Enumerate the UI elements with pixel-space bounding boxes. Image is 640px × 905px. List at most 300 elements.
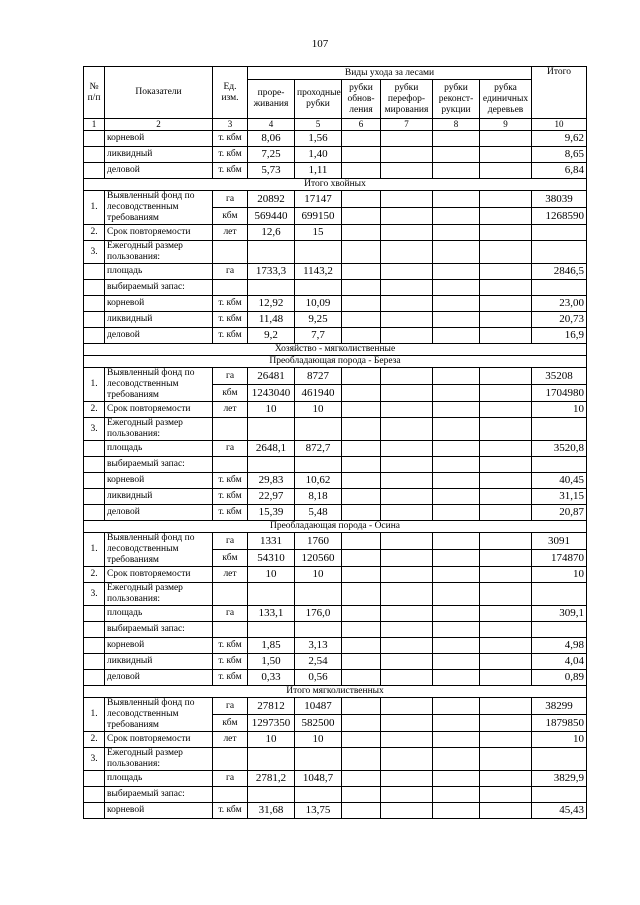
unit-cell: га — [213, 441, 248, 457]
row-label: Ежегодный размер пользования: — [105, 241, 213, 264]
unit-cell — [213, 787, 248, 803]
row-label: Выявленный фонд по лесоводственным требованиям — [105, 698, 213, 732]
table-row — [84, 670, 587, 686]
empty-cell — [433, 418, 480, 441]
passage-cut-value: 1,56 — [295, 131, 342, 147]
empty-cell — [480, 622, 532, 638]
total-value: 10 — [532, 402, 587, 418]
empty-cell — [433, 698, 480, 715]
table-row — [84, 264, 587, 280]
row-number — [84, 606, 105, 622]
empty-cell — [381, 670, 433, 686]
empty-cell — [381, 131, 433, 147]
section-heading: Итого хвойных — [84, 179, 587, 191]
fund-row — [84, 368, 587, 385]
passage-cut-value: 10,62 — [295, 473, 342, 489]
passage-cut-value: 2,54 — [295, 654, 342, 670]
thinning-value: 29,83 — [248, 473, 295, 489]
empty-cell — [342, 312, 381, 328]
empty-cell — [433, 163, 480, 179]
thinning-value: 8,06 — [248, 131, 295, 147]
empty-cell — [381, 328, 433, 344]
sub-header-reconstruction-cut: рубки реконст-рукции — [433, 80, 480, 119]
passage-cut-value: 0,56 — [295, 670, 342, 686]
unit-cell — [213, 280, 248, 296]
col-number: 3 — [213, 119, 248, 131]
table-row — [84, 147, 587, 163]
row-number — [84, 803, 105, 819]
empty-cell — [433, 748, 480, 771]
total-value: 0,89 — [532, 670, 587, 686]
empty-cell — [480, 402, 532, 418]
row-label: Ежегодный размер пользования: — [105, 748, 213, 771]
row-label: выбираемый запас: — [105, 787, 213, 803]
passage-cut-value: 5,48 — [295, 505, 342, 521]
thinning-value: 1,85 — [248, 638, 295, 654]
empty-cell — [480, 225, 532, 241]
thinning-value: 0,33 — [248, 670, 295, 686]
total-value: 23,00 — [532, 296, 587, 312]
col-number: 1 — [84, 119, 105, 131]
thinning-value: 2781,2 — [248, 771, 295, 787]
empty-cell — [381, 533, 433, 550]
empty-cell — [381, 296, 433, 312]
empty-cell — [480, 715, 532, 732]
empty-cell — [480, 489, 532, 505]
row-number — [84, 489, 105, 505]
row-number: 2. — [84, 567, 105, 583]
row-label: выбираемый запас: — [105, 280, 213, 296]
empty-cell — [381, 312, 433, 328]
row-label: выбираемый запас: — [105, 622, 213, 638]
empty-cell — [480, 698, 532, 715]
empty-cell — [342, 505, 381, 521]
row-number: 1. — [84, 368, 105, 402]
empty-cell — [433, 473, 480, 489]
empty-cell — [381, 402, 433, 418]
table-row — [84, 489, 587, 505]
row-label: площадь — [105, 264, 213, 280]
empty-cell — [532, 418, 587, 441]
empty-cell — [433, 264, 480, 280]
row-number: 3. — [84, 241, 105, 264]
empty-cell — [248, 418, 295, 441]
col-num-header: № п/п — [84, 67, 105, 119]
empty-cell — [342, 208, 381, 225]
column-numbers-row — [84, 119, 587, 131]
passage-cut-value: 8727 — [295, 368, 342, 385]
table-row — [84, 473, 587, 489]
table-row — [84, 328, 587, 344]
section-heading-row — [84, 686, 587, 698]
table-row — [84, 241, 587, 264]
total-value: 4,04 — [532, 654, 587, 670]
empty-cell — [342, 163, 381, 179]
unit-cell: т. кбм — [213, 296, 248, 312]
empty-cell — [480, 606, 532, 622]
row-number: 2. — [84, 732, 105, 748]
row-label: Выявленный фонд по лесоводственным требованиям — [105, 368, 213, 402]
empty-cell — [433, 732, 480, 748]
table-row — [84, 654, 587, 670]
thinning-value: 1331 — [248, 533, 295, 550]
empty-cell — [342, 698, 381, 715]
col-number: 6 — [342, 119, 381, 131]
empty-cell — [342, 441, 381, 457]
section-heading-row — [84, 521, 587, 533]
thinning-value: 26481 — [248, 368, 295, 385]
empty-cell — [480, 771, 532, 787]
empty-cell — [480, 533, 532, 550]
table-row — [84, 787, 587, 803]
row-number — [84, 473, 105, 489]
empty-cell — [342, 147, 381, 163]
empty-cell — [433, 312, 480, 328]
total-value — [532, 787, 587, 803]
total-value: 38039 — [532, 191, 587, 208]
empty-cell — [480, 457, 532, 473]
unit-cell: т. кбм — [213, 131, 248, 147]
empty-cell — [342, 402, 381, 418]
thinning-value: 20892 — [248, 191, 295, 208]
empty-cell — [295, 418, 342, 441]
row-number — [84, 264, 105, 280]
passage-cut-value — [295, 457, 342, 473]
empty-cell — [433, 654, 480, 670]
empty-cell — [213, 583, 248, 606]
thinning-value: 5,73 — [248, 163, 295, 179]
unit-cell: кбм — [213, 208, 248, 225]
thinning-value: 54310 — [248, 550, 295, 567]
empty-cell — [433, 622, 480, 638]
unit-cell: га — [213, 368, 248, 385]
section-heading: Хозяйство - мягколиственные — [84, 344, 587, 356]
table-row — [84, 418, 587, 441]
empty-cell — [433, 457, 480, 473]
empty-cell — [381, 567, 433, 583]
thinning-value: 1243040 — [248, 385, 295, 402]
empty-cell — [433, 505, 480, 521]
empty-cell — [342, 473, 381, 489]
unit-cell: га — [213, 606, 248, 622]
unit-cell: т. кбм — [213, 505, 248, 521]
thinning-value: 10 — [248, 732, 295, 748]
empty-cell — [480, 787, 532, 803]
empty-cell — [295, 748, 342, 771]
empty-cell — [381, 771, 433, 787]
total-value — [532, 622, 587, 638]
total-value: 45,43 — [532, 803, 587, 819]
table-row — [84, 803, 587, 819]
sub-header-reform-cut: рубки перефор-мирования — [381, 80, 433, 119]
thinning-value: 1297350 — [248, 715, 295, 732]
empty-cell — [381, 473, 433, 489]
passage-cut-value: 13,75 — [295, 803, 342, 819]
empty-cell — [381, 147, 433, 163]
empty-cell — [381, 225, 433, 241]
thinning-value: 12,92 — [248, 296, 295, 312]
col-number: 10 — [532, 119, 587, 131]
row-label: ликвидный — [105, 654, 213, 670]
table-row — [84, 505, 587, 521]
total-value: 2846,5 — [532, 264, 587, 280]
empty-cell — [480, 418, 532, 441]
empty-cell — [381, 803, 433, 819]
passage-cut-value: 120560 — [295, 550, 342, 567]
thinning-value: 12,6 — [248, 225, 295, 241]
row-number — [84, 441, 105, 457]
thinning-value — [248, 622, 295, 638]
empty-cell — [532, 241, 587, 264]
section-heading-row — [84, 344, 587, 356]
row-label: деловой — [105, 163, 213, 179]
thinning-value: 27812 — [248, 698, 295, 715]
table-row — [84, 131, 587, 147]
empty-cell — [248, 241, 295, 264]
total-value: 10 — [532, 732, 587, 748]
row-number: 2. — [84, 402, 105, 418]
empty-cell — [480, 208, 532, 225]
empty-cell — [381, 489, 433, 505]
empty-cell — [480, 241, 532, 264]
row-number: 3. — [84, 748, 105, 771]
row-label: корневой — [105, 131, 213, 147]
table-row — [84, 771, 587, 787]
total-value: 4,98 — [532, 638, 587, 654]
row-label: Выявленный фонд по лесоводственным требованиям — [105, 191, 213, 225]
total-value: 1268590 — [532, 208, 587, 225]
empty-cell — [480, 264, 532, 280]
empty-cell — [381, 715, 433, 732]
row-number: 3. — [84, 418, 105, 441]
empty-cell — [532, 748, 587, 771]
empty-cell — [342, 533, 381, 550]
table-row — [84, 225, 587, 241]
empty-cell — [342, 638, 381, 654]
empty-cell — [532, 583, 587, 606]
empty-cell — [381, 505, 433, 521]
empty-cell — [480, 280, 532, 296]
thinning-value — [248, 787, 295, 803]
row-label: площадь — [105, 771, 213, 787]
section-heading-row — [84, 179, 587, 191]
passage-cut-value: 1,11 — [295, 163, 342, 179]
empty-cell — [342, 131, 381, 147]
empty-cell — [433, 638, 480, 654]
col-number: 2 — [105, 119, 213, 131]
empty-cell — [381, 787, 433, 803]
empty-cell — [433, 550, 480, 567]
passage-cut-value: 7,7 — [295, 328, 342, 344]
empty-cell — [480, 638, 532, 654]
empty-cell — [381, 698, 433, 715]
empty-cell — [480, 191, 532, 208]
empty-cell — [433, 225, 480, 241]
table-row — [84, 732, 587, 748]
table-row — [84, 312, 587, 328]
table-row — [84, 457, 587, 473]
unit-cell: кбм — [213, 550, 248, 567]
row-label: площадь — [105, 606, 213, 622]
empty-cell — [248, 748, 295, 771]
thinning-value: 10 — [248, 567, 295, 583]
empty-cell — [480, 583, 532, 606]
table-row — [84, 622, 587, 638]
row-label: Срок повторяемости — [105, 732, 213, 748]
total-value: 16,9 — [532, 328, 587, 344]
thinning-value: 133,1 — [248, 606, 295, 622]
empty-cell — [342, 368, 381, 385]
table-row — [84, 606, 587, 622]
empty-cell — [342, 567, 381, 583]
row-number: 1. — [84, 698, 105, 732]
empty-cell — [342, 264, 381, 280]
empty-cell — [342, 280, 381, 296]
empty-cell — [381, 264, 433, 280]
sub-header-thinning: проре-живания — [248, 80, 295, 119]
empty-cell — [342, 803, 381, 819]
section-heading: Преобладающая порода - Осина — [84, 521, 587, 533]
empty-cell — [480, 328, 532, 344]
row-label: корневой — [105, 803, 213, 819]
passage-cut-value: 15 — [295, 225, 342, 241]
unit-cell: лет — [213, 402, 248, 418]
empty-cell — [381, 208, 433, 225]
forest-care-table — [83, 66, 587, 819]
row-label: Срок повторяемости — [105, 225, 213, 241]
thinning-value: 7,25 — [248, 147, 295, 163]
empty-cell — [381, 732, 433, 748]
col-number: 7 — [381, 119, 433, 131]
section-heading: Итого мягколиственных — [84, 686, 587, 698]
thinning-value: 31,68 — [248, 803, 295, 819]
empty-cell — [381, 191, 433, 208]
row-number — [84, 328, 105, 344]
total-value: 31,15 — [532, 489, 587, 505]
row-number — [84, 638, 105, 654]
empty-cell — [480, 368, 532, 385]
total-value: 20,87 — [532, 505, 587, 521]
unit-cell: кбм — [213, 385, 248, 402]
total-value: 6,84 — [532, 163, 587, 179]
empty-cell — [480, 654, 532, 670]
row-label: Срок повторяемости — [105, 567, 213, 583]
col-number: 8 — [433, 119, 480, 131]
empty-cell — [433, 441, 480, 457]
unit-cell: т. кбм — [213, 654, 248, 670]
empty-cell — [342, 328, 381, 344]
unit-cell: т. кбм — [213, 803, 248, 819]
empty-cell — [433, 567, 480, 583]
row-number: 1. — [84, 191, 105, 225]
empty-cell — [433, 385, 480, 402]
empty-cell — [480, 441, 532, 457]
total-value: 38299 — [532, 698, 587, 715]
empty-cell — [433, 296, 480, 312]
row-label: ликвидный — [105, 147, 213, 163]
passage-cut-value: 582500 — [295, 715, 342, 732]
empty-cell — [342, 732, 381, 748]
row-number: 1. — [84, 533, 105, 567]
row-label: корневой — [105, 473, 213, 489]
unit-cell: га — [213, 533, 248, 550]
row-number — [84, 312, 105, 328]
row-number — [84, 787, 105, 803]
row-number: 3. — [84, 583, 105, 606]
empty-cell — [433, 328, 480, 344]
empty-cell — [433, 280, 480, 296]
empty-cell — [433, 241, 480, 264]
row-label: Срок повторяемости — [105, 402, 213, 418]
unit-cell: кбм — [213, 715, 248, 732]
unit-cell: лет — [213, 732, 248, 748]
empty-cell — [381, 368, 433, 385]
empty-cell — [480, 748, 532, 771]
passage-cut-value: 10487 — [295, 698, 342, 715]
header-row — [84, 67, 587, 80]
row-number — [84, 457, 105, 473]
empty-cell — [342, 457, 381, 473]
row-number — [84, 771, 105, 787]
unit-cell: т. кбм — [213, 670, 248, 686]
row-label: Ежегодный размер пользования: — [105, 583, 213, 606]
empty-cell — [433, 208, 480, 225]
empty-cell — [433, 131, 480, 147]
empty-cell — [480, 147, 532, 163]
passage-cut-value: 8,18 — [295, 489, 342, 505]
empty-cell — [381, 583, 433, 606]
thinning-value — [248, 280, 295, 296]
empty-cell — [342, 583, 381, 606]
col-unit-header: Ед. изм. — [213, 67, 248, 119]
empty-cell — [342, 622, 381, 638]
empty-cell — [480, 670, 532, 686]
empty-cell — [433, 715, 480, 732]
sub-header-renewal-cut: рубки обнов-ления — [342, 80, 381, 119]
empty-cell — [480, 732, 532, 748]
row-label: площадь — [105, 441, 213, 457]
empty-cell — [433, 533, 480, 550]
empty-cell — [342, 241, 381, 264]
col-indicator-header: Показатели — [105, 67, 213, 119]
empty-cell — [433, 191, 480, 208]
col-number: 9 — [480, 119, 532, 131]
empty-cell — [433, 771, 480, 787]
row-number — [84, 163, 105, 179]
empty-cell — [381, 241, 433, 264]
empty-cell — [433, 803, 480, 819]
passage-cut-value — [295, 622, 342, 638]
row-label: корневой — [105, 638, 213, 654]
row-number — [84, 622, 105, 638]
table-row — [84, 441, 587, 457]
table-row — [84, 402, 587, 418]
empty-cell — [433, 368, 480, 385]
unit-cell: т. кбм — [213, 147, 248, 163]
empty-cell — [342, 654, 381, 670]
empty-cell — [480, 505, 532, 521]
total-value: 8,65 — [532, 147, 587, 163]
total-value: 309,1 — [532, 606, 587, 622]
empty-cell — [433, 147, 480, 163]
passage-cut-value — [295, 787, 342, 803]
passage-cut-value: 461940 — [295, 385, 342, 402]
empty-cell — [433, 606, 480, 622]
empty-cell — [480, 385, 532, 402]
empty-cell — [342, 550, 381, 567]
empty-cell — [381, 280, 433, 296]
thinning-value — [248, 457, 295, 473]
